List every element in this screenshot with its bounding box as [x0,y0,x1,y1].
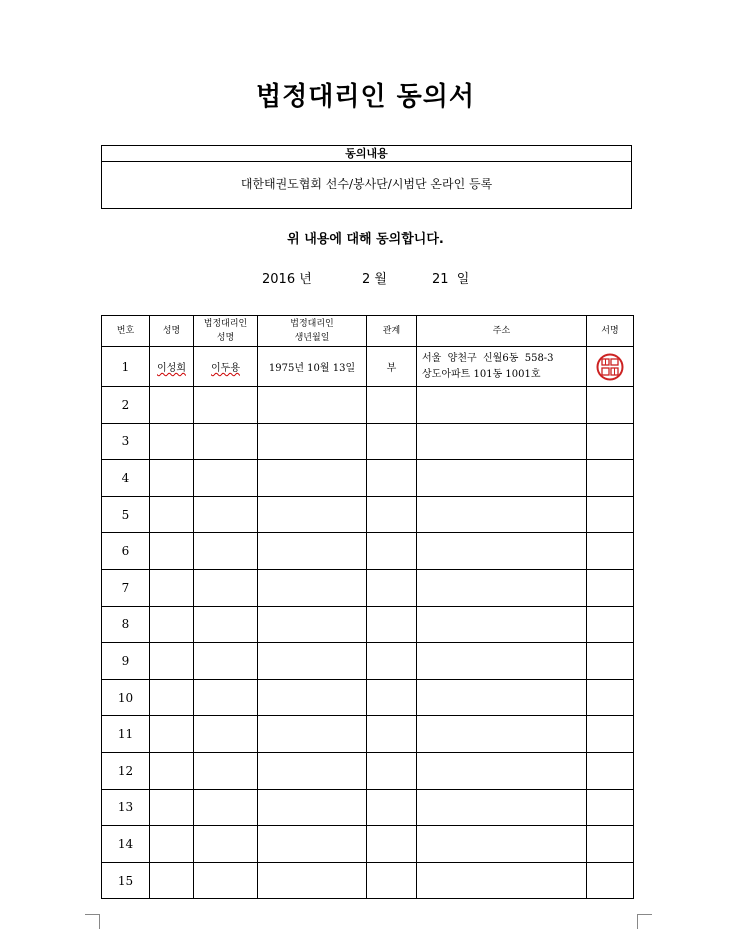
empty-cell [417,533,587,570]
empty-cell [587,679,634,716]
empty-cell [417,423,587,460]
date-month: 2 월 [362,272,387,287]
empty-cell [367,679,417,716]
table-row [102,826,634,863]
table-header-row [102,316,634,347]
empty-cell [417,752,587,789]
table-row [102,643,634,680]
empty-cell [417,716,587,753]
table-row [102,387,634,424]
header-guardian-name-line1: 법정대리인 [203,319,248,329]
empty-cell [194,752,258,789]
empty-cell [367,533,417,570]
empty-cell [150,826,194,863]
consent-content-box [101,145,632,209]
empty-cell [367,387,417,424]
empty-cell [150,387,194,424]
cell-number: 8 [102,606,150,643]
empty-cell [258,423,367,460]
empty-cell [194,387,258,424]
header-name: 성명 [150,316,194,347]
cell-number: 12 [102,752,150,789]
empty-cell [587,752,634,789]
cell-number: 2 [102,387,150,424]
empty-cell [587,533,634,570]
empty-cell [587,643,634,680]
cell-address [417,347,587,387]
consent-body: 대한태권도협회 선수/봉사단/시범단 온라인 등록 [240,177,493,191]
empty-cell [150,606,194,643]
table-row [102,862,634,899]
cell-signature [587,347,634,387]
empty-cell [367,789,417,826]
empty-cell [587,826,634,863]
empty-cell [258,716,367,753]
empty-cell [367,606,417,643]
header-guardian-birth-line2: 생년월일 [294,333,330,343]
cell-relation: 부 [367,347,417,387]
empty-cell [194,789,258,826]
table-row [102,716,634,753]
cell-number: 14 [102,826,150,863]
empty-cell [417,387,587,424]
header-relation: 관계 [367,316,417,347]
header-guardian-birth-line1: 법정대리인 [290,319,334,329]
empty-cell [150,533,194,570]
empty-cell [367,752,417,789]
empty-cell [417,826,587,863]
empty-cell [194,716,258,753]
empty-cell [194,679,258,716]
cell-number: 4 [102,460,150,497]
empty-cell [417,789,587,826]
empty-cell [587,387,634,424]
empty-cell [150,643,194,680]
empty-cell [587,606,634,643]
cell-address-line2: 상도아파트 101동 1001호 [422,368,541,380]
cell-guardian-birth: 1975년 10월 13일 [258,347,367,387]
empty-cell [150,679,194,716]
table-row [102,569,634,606]
empty-cell [194,862,258,899]
empty-cell [150,789,194,826]
empty-cell [258,679,367,716]
empty-cell [194,496,258,533]
date-year: 2016 년 [262,272,312,287]
table-row [102,347,634,387]
empty-cell [194,423,258,460]
empty-cell [150,460,194,497]
empty-cell [258,789,367,826]
empty-cell [258,752,367,789]
empty-cell [258,826,367,863]
empty-cell [150,752,194,789]
empty-cell [258,643,367,680]
empty-cell [417,606,587,643]
empty-cell [417,643,587,680]
empty-cell [194,826,258,863]
empty-cell [194,606,258,643]
cell-guardian-name [194,347,258,387]
empty-cell [367,643,417,680]
empty-cell [587,496,634,533]
table-row [102,752,634,789]
consent-header: 동의내용 [102,146,631,162]
empty-cell [258,496,367,533]
empty-cell [258,606,367,643]
empty-cell [367,826,417,863]
cell-number: 10 [102,679,150,716]
empty-cell [367,423,417,460]
empty-cell [194,569,258,606]
empty-cell [194,643,258,680]
empty-cell [150,423,194,460]
cell-name-text: 이성희 [157,363,186,374]
page-corner-mark-right [637,914,652,929]
empty-cell [587,716,634,753]
header-number: 번호 [102,316,150,347]
empty-cell [258,387,367,424]
header-signature: 서명 [587,316,634,347]
cell-number: 7 [102,569,150,606]
agree-statement: 위 내용에 대해 동의합니다. [287,232,444,247]
empty-cell [417,862,587,899]
cell-number: 15 [102,862,150,899]
empty-cell [258,569,367,606]
empty-cell [367,496,417,533]
cell-number: 3 [102,423,150,460]
cell-guardian-name-text: 이두용 [211,363,240,374]
empty-cell [258,862,367,899]
empty-cell [587,862,634,899]
header-guardian-name [194,316,258,347]
empty-cell [417,679,587,716]
empty-cell [150,862,194,899]
header-guardian-birth [258,316,367,347]
header-address: 주소 [417,316,587,347]
cell-address-line1: 서울 양천구 신월6동 558-3 [422,352,554,364]
empty-cell [587,460,634,497]
cell-number: 9 [102,643,150,680]
table-row [102,496,634,533]
empty-cell [367,862,417,899]
empty-cell [587,423,634,460]
table-row [102,606,634,643]
table-row [102,423,634,460]
empty-cell [367,716,417,753]
cell-number: 11 [102,716,150,753]
empty-cell [194,533,258,570]
empty-cell [258,460,367,497]
red-seal-stamp-icon [596,353,624,381]
empty-cell [150,569,194,606]
empty-cell [150,496,194,533]
date-day: 21 일 [432,272,470,287]
page-corner-mark-left [85,914,100,929]
empty-cell [417,569,587,606]
empty-cell [258,533,367,570]
empty-cell [150,716,194,753]
cell-number: 13 [102,789,150,826]
cell-number: 6 [102,533,150,570]
empty-cell [367,569,417,606]
cell-number: 1 [102,347,150,387]
header-guardian-name-line2: 성명 [216,333,235,343]
document-title: 법정대리인 동의서 [256,82,475,112]
empty-cell [417,496,587,533]
table-row [102,533,634,570]
cell-number: 5 [102,496,150,533]
empty-cell [367,460,417,497]
table-row [102,789,634,826]
empty-cell [587,789,634,826]
empty-cell [194,460,258,497]
table-row [102,679,634,716]
guardian-roster-table [101,315,634,899]
empty-cell [587,569,634,606]
empty-cell [417,460,587,497]
cell-name [150,347,194,387]
table-row [102,460,634,497]
